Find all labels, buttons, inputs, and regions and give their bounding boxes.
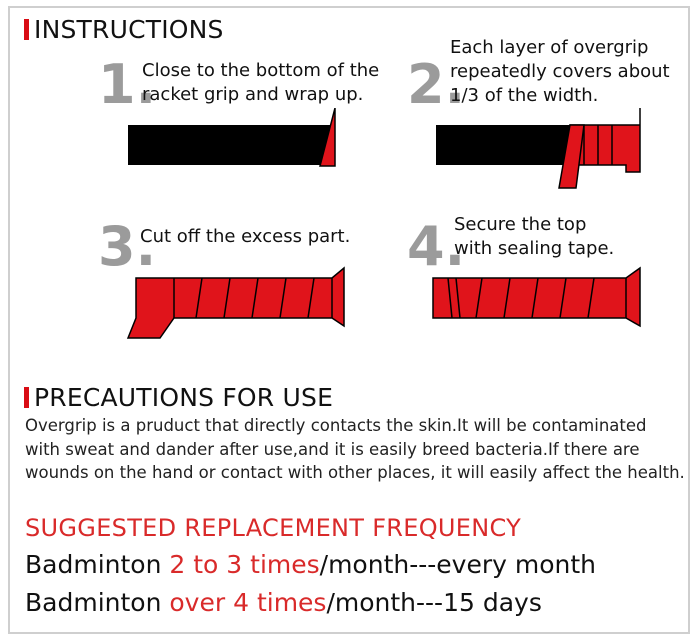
heading-accent-bar — [24, 19, 29, 40]
step-4-text — [454, 213, 614, 261]
step-2-number: 2. — [407, 53, 466, 116]
step-3-text — [140, 225, 350, 249]
frequency-row-1-rest: /month---every month — [319, 550, 596, 579]
sealed-overgrip — [433, 268, 640, 326]
step-2-line-3: 1/3 of the width. — [450, 85, 599, 106]
precautions-heading — [24, 383, 333, 412]
step-2-text — [450, 36, 670, 108]
frequency-row-2-amount: over 4 times — [169, 588, 327, 617]
heading-accent-bar — [24, 387, 29, 408]
grip-handle — [436, 125, 576, 165]
frequency-title: SUGGESTED REPLACEMENT FREQUENCY — [25, 514, 522, 542]
instructions-heading — [24, 15, 224, 44]
precautions-heading-text: PRECAUTIONS FOR USE — [34, 383, 334, 412]
frequency-row-1-sport: Badminton — [25, 550, 162, 579]
step-1-text — [142, 59, 379, 107]
step-2-grip-illustration — [436, 108, 646, 192]
step-3-grip-illustration — [122, 266, 350, 342]
step-4-line-1: Secure the top — [454, 214, 587, 235]
step-4-number: 4. — [407, 215, 466, 278]
frequency-row-1-amount: 2 to 3 times — [169, 550, 320, 579]
step-1-number: 1. — [98, 53, 157, 116]
step-3-line-1: Cut off the excess part. — [140, 226, 351, 247]
frequency-row-2-rest: /month---15 days — [326, 588, 542, 617]
frequency-row-2-sport: Badminton — [25, 588, 162, 617]
precautions-text: Overgrip is a pruduct that directly contacts the skin.It will be contaminated with sweat and dander after use,and it is easily breed bacteria.If there are wounds on the hand or contact with other places, it will easily affect the health. — [25, 416, 685, 482]
step-3-number: 3. — [98, 215, 157, 278]
step-1-grip-illustration — [128, 108, 344, 174]
wrapped-overgrip — [128, 268, 344, 338]
step-4-grip-illustration — [430, 266, 650, 332]
grip-handle — [128, 125, 334, 165]
step-1-line-1: Close to the bottom of the — [142, 60, 380, 81]
step-4-line-2: with sealing tape. — [454, 238, 615, 259]
instructions-heading-text: INSTRUCTIONS — [34, 15, 224, 44]
step-2-line-1: Each layer of overgrip — [450, 37, 649, 58]
frequency-row-1 — [25, 550, 596, 579]
step-1-line-2: racket grip and wrap up. — [142, 84, 364, 105]
step-2-line-2: repeatedly covers about — [450, 61, 670, 82]
frequency-row-2 — [25, 588, 542, 617]
